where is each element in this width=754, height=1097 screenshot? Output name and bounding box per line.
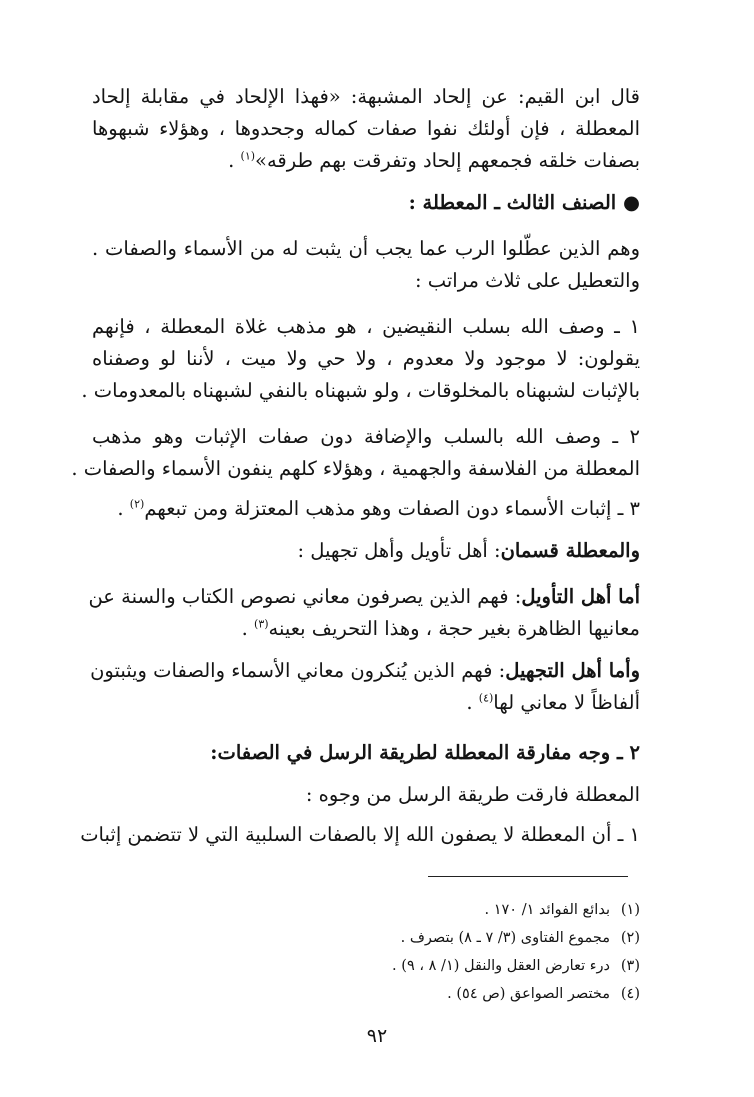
footnote-2-number: (٢)	[620, 930, 640, 946]
section-heading-difference: ٢ ـ وجه مفارقة المعطلة لطريقة الرسل في الصفات:	[210, 741, 640, 764]
tawil-rest: : فهم الذين يصرفون معاني نصوص الكتاب والسنة عن	[88, 585, 522, 608]
footnote-ref-3: (٣)	[254, 617, 269, 631]
footnote-3	[392, 956, 640, 976]
footnote-3-text: درء تعارض العقل والنقل (١/ ٨ ، ٩) .	[392, 958, 610, 974]
way-1-line-1: ١ ـ أن المعطلة لا يصفون الله إلا بالصفات السلبية التي لا تتضمن إثبات	[80, 823, 640, 846]
footnote-1	[485, 900, 641, 920]
footnote-4-text: مختصر الصواعق (ص ٥٤) .	[447, 986, 610, 1002]
rank-2-line-1: ٢ ـ وصف الله بالسلب والإضافة دون صفات الإثبات وهو مذهب	[92, 425, 640, 448]
section-heading-third-class: ● الصنف الثالث ـ المعطلة :	[408, 191, 640, 214]
footnote-1-text: بدائع الفوائد ١/ ١٧٠ .	[484, 902, 610, 918]
quote-line-1: قال ابن القيم: عن إلحاد المشبهة: «فهذا الإلحاد في مقابلة إلحاد	[92, 85, 640, 108]
definition-line-1: وهم الذين عطّلوا الرب عما يجب أن يثبت له من الأسماء والصفات .	[92, 237, 640, 260]
tajhil-line-2	[92, 690, 640, 716]
tawil-line-2	[92, 616, 640, 642]
tawil-line-2-text: معانيها الظاهرة بغير حجة ، وهذا التحريف بعينه	[268, 617, 640, 640]
quote-line-3-text: بصفات خلقه فجمعهم إلحاد وتفرقت بهم طرقه»	[255, 149, 640, 172]
two-kinds-rest: : أهل تأويل وأهل تجهيل :	[297, 539, 501, 562]
tajhil-line-1	[92, 658, 640, 684]
rank-1-line-1: ١ ـ وصف الله بسلب النقيضين ، هو مذهب غلاة المعطلة ، فإنهم	[92, 315, 640, 338]
footnote-4-number: (٤)	[620, 986, 640, 1002]
quote-line-3	[92, 148, 640, 174]
footnote-2-text: مجموع الفتاوى (٣/ ٧ ـ ٨) بتصرف .	[400, 930, 610, 946]
footnote-ref-2: (٢)	[129, 497, 145, 511]
tawil-line-2-end: .	[241, 617, 255, 640]
rank-1-line-3: بالإثبات لشبهناه بالمخلوقات ، ولو شبهناه بالنفي لشبهناه بالمعدومات .	[81, 379, 640, 402]
rank-3-text: ٣ ـ إثبات الأسماء دون الصفات وهو مذهب المعتزلة ومن تبعهم	[144, 497, 640, 520]
rank-2-line-2: المعطلة من الفلاسفة والجهمية ، وهؤلاء كلهم ينفون الأسماء والصفات .	[71, 457, 640, 480]
two-kinds-line	[92, 538, 640, 564]
rank-3-end: .	[117, 497, 130, 520]
two-kinds-bold: والمعطلة قسمان	[500, 539, 640, 562]
tajhil-line-2-text: ألفاظاً لا معاني لها	[493, 691, 640, 714]
footnote-ref-4: (٤)	[478, 691, 494, 705]
tajhil-bold: وأما أهل التجهيل	[505, 659, 640, 682]
footnote-1-number: (١)	[620, 902, 640, 918]
page-number: ٩٢	[366, 1025, 388, 1047]
ways-intro-line: المعطلة فارقت طريقة الرسل من وجوه :	[305, 783, 640, 806]
footnote-ref-1: (١)	[240, 149, 256, 163]
tajhil-line-2-end: .	[466, 691, 479, 714]
footnote-4	[447, 984, 640, 1004]
quote-line-3-end: .	[228, 149, 241, 172]
tawil-bold: أما أهل التأويل	[521, 585, 640, 608]
rank-3-line-1	[92, 496, 640, 522]
quote-line-2: المعطلة ، فإن أولئك نفوا صفات كماله وجحدوها ، وهؤلاء شبهوها	[92, 117, 640, 140]
rank-1-line-2: يقولون: لا موجود ولا معدوم ، ولا حي ولا ميت ، لأننا لو وصفناه	[92, 347, 640, 370]
footnote-3-number: (٣)	[620, 958, 640, 974]
tajhil-rest: : فهم الذين يُنكرون معاني الأسماء والصفات ويثبتون	[90, 659, 506, 682]
definition-line-2: والتعطيل على ثلاث مراتب :	[414, 269, 640, 292]
tawil-line-1	[88, 584, 640, 610]
footnote-separator	[428, 876, 628, 877]
footnote-2	[401, 928, 640, 948]
